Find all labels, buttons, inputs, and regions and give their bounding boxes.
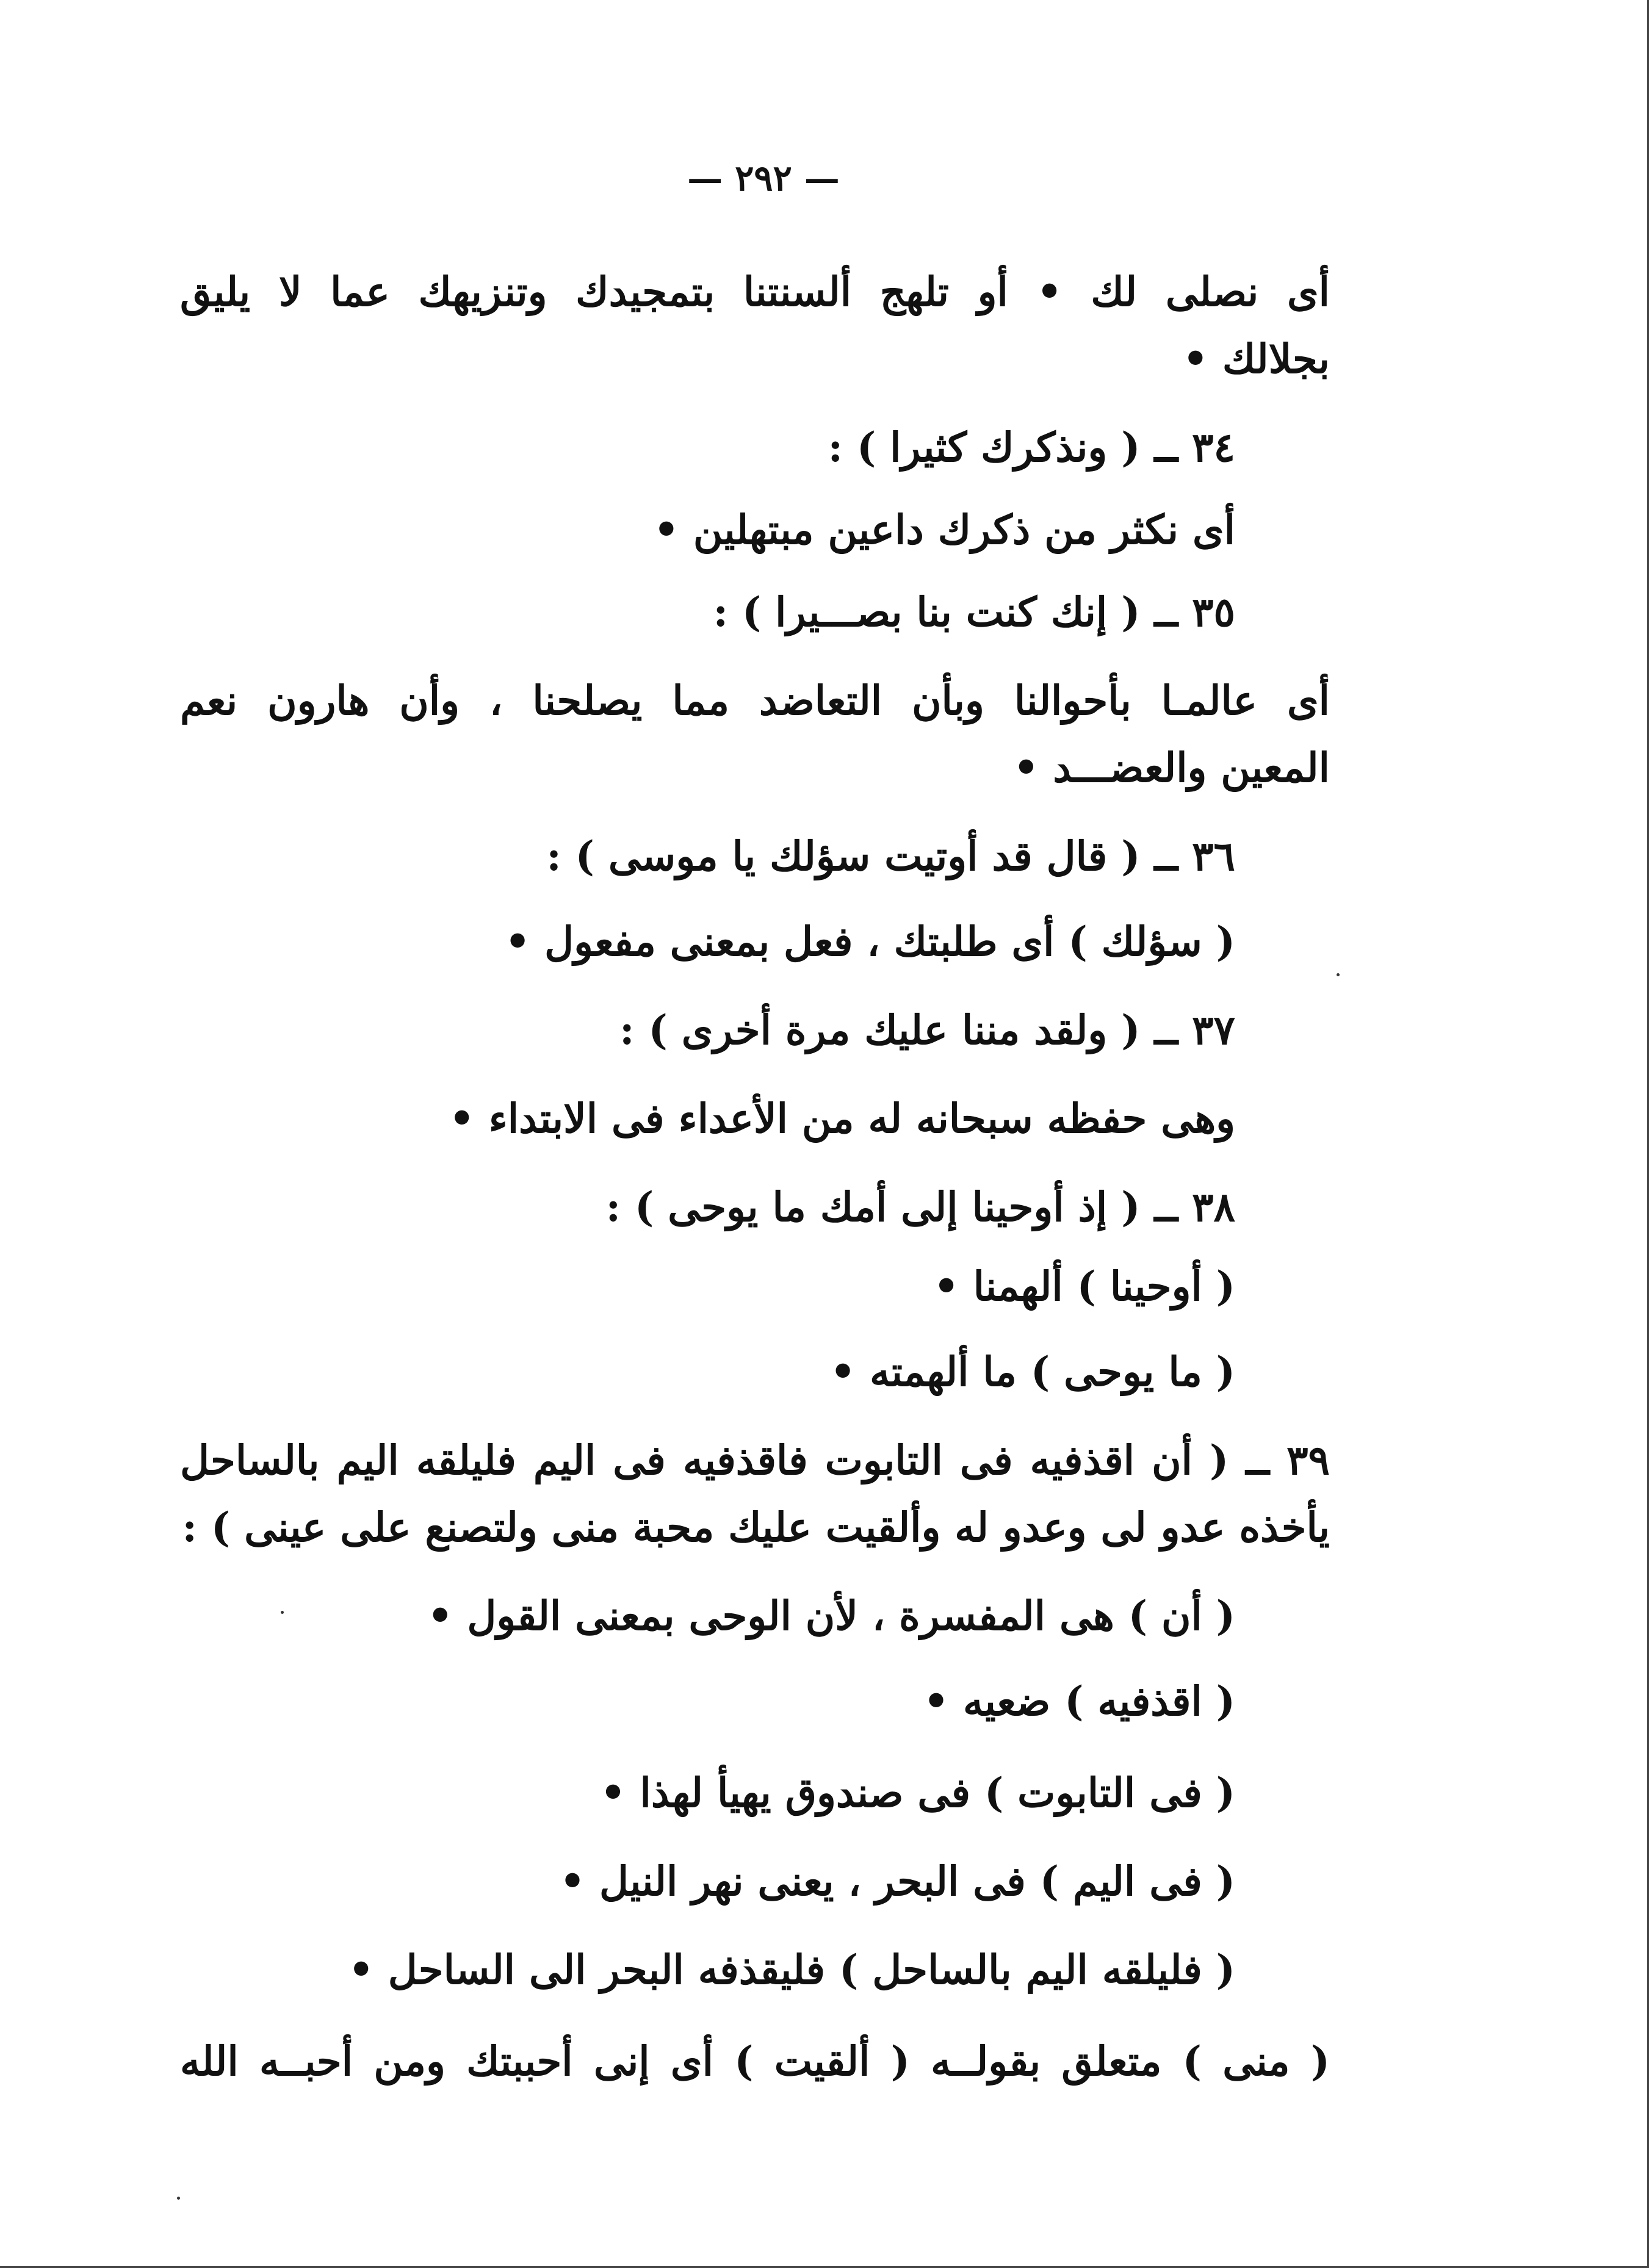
verse-heading: ٣٦ ــ ( قال قد أوتيت سؤلك يا موسى ) : (546, 832, 1235, 880)
text-line: ( فليلقه اليم بالساحل ) فليقذفه البحر الى الساحل • (348, 1946, 1235, 1993)
text-line: ( ما يوحى ) ما ألهمته • (829, 1348, 1235, 1395)
scan-speck (281, 1611, 284, 1614)
text-line: ( أوحينا ) ألهمنا • (933, 1262, 1235, 1310)
text-line: وهى حفظه سبحانه له من الأعداء فى الابتداء • (449, 1095, 1235, 1142)
text-line: ( فى اليم ) فى البحر ، يعنى نهر النيل • (559, 1857, 1235, 1905)
scan-speck (177, 2197, 180, 2200)
verse-heading: يأخذه عدو لى وعدو له وألقيت عليك محبة منى ولتصنع على عينى ) : (182, 1503, 1330, 1551)
text-line: المعين والعضـــد • (1013, 744, 1330, 791)
scan-speck (1337, 973, 1340, 976)
text-line: ( سؤلك ) أى طلبتك ، فعل بمعنى مفعول • (505, 918, 1235, 965)
verse-heading: ٣٨ ــ ( إذ أوحينا إلى أمك ما يوحى ) : (605, 1183, 1235, 1231)
text-line: أى عالمـا بأحوالنا وبأن التعاضد مما يصلحنا ، وأن هارون نعم (180, 677, 1330, 724)
text-line: ( اقذفيه ) ضعيه • (923, 1677, 1235, 1725)
text-line: ( أن ) هى المفسرة ، لأن الوحى بمعنى القول • (427, 1592, 1235, 1640)
text-line: ( فى التابوت ) فى صندوق يهيأ لهذا • (600, 1769, 1235, 1816)
text-line: أى نصلى لك • أو تلهج ألسنتنا بتمجيدك وتنزيهك عما لا يليق (180, 268, 1330, 315)
page-number: — ٢٩٢ — (687, 157, 840, 199)
verse-heading: ٣٤ ــ ( ونذكرك كثيرا ) : (828, 423, 1235, 471)
verse-heading: ٣٩ ــ ( أن اقذفيه فى التابوت فاقذفيه فى اليم فليلقه اليم بالساحل (180, 1436, 1330, 1484)
text-line: ( منى ) متعلق بقولــه ( ألقيت ) أى إنى أحببتك ومن أحبــه الله (180, 2037, 1330, 2085)
text-line: أى نكثر من ذكرك داعين مبتهلين • (653, 506, 1235, 553)
text-line: بجلالك • (1182, 335, 1330, 383)
verse-heading: ٣٥ ــ ( إنك كنت بنا بصـــيرا ) : (713, 588, 1235, 636)
verse-heading: ٣٧ ــ ( ولقد مننا عليك مرة أخرى ) : (619, 1006, 1235, 1054)
